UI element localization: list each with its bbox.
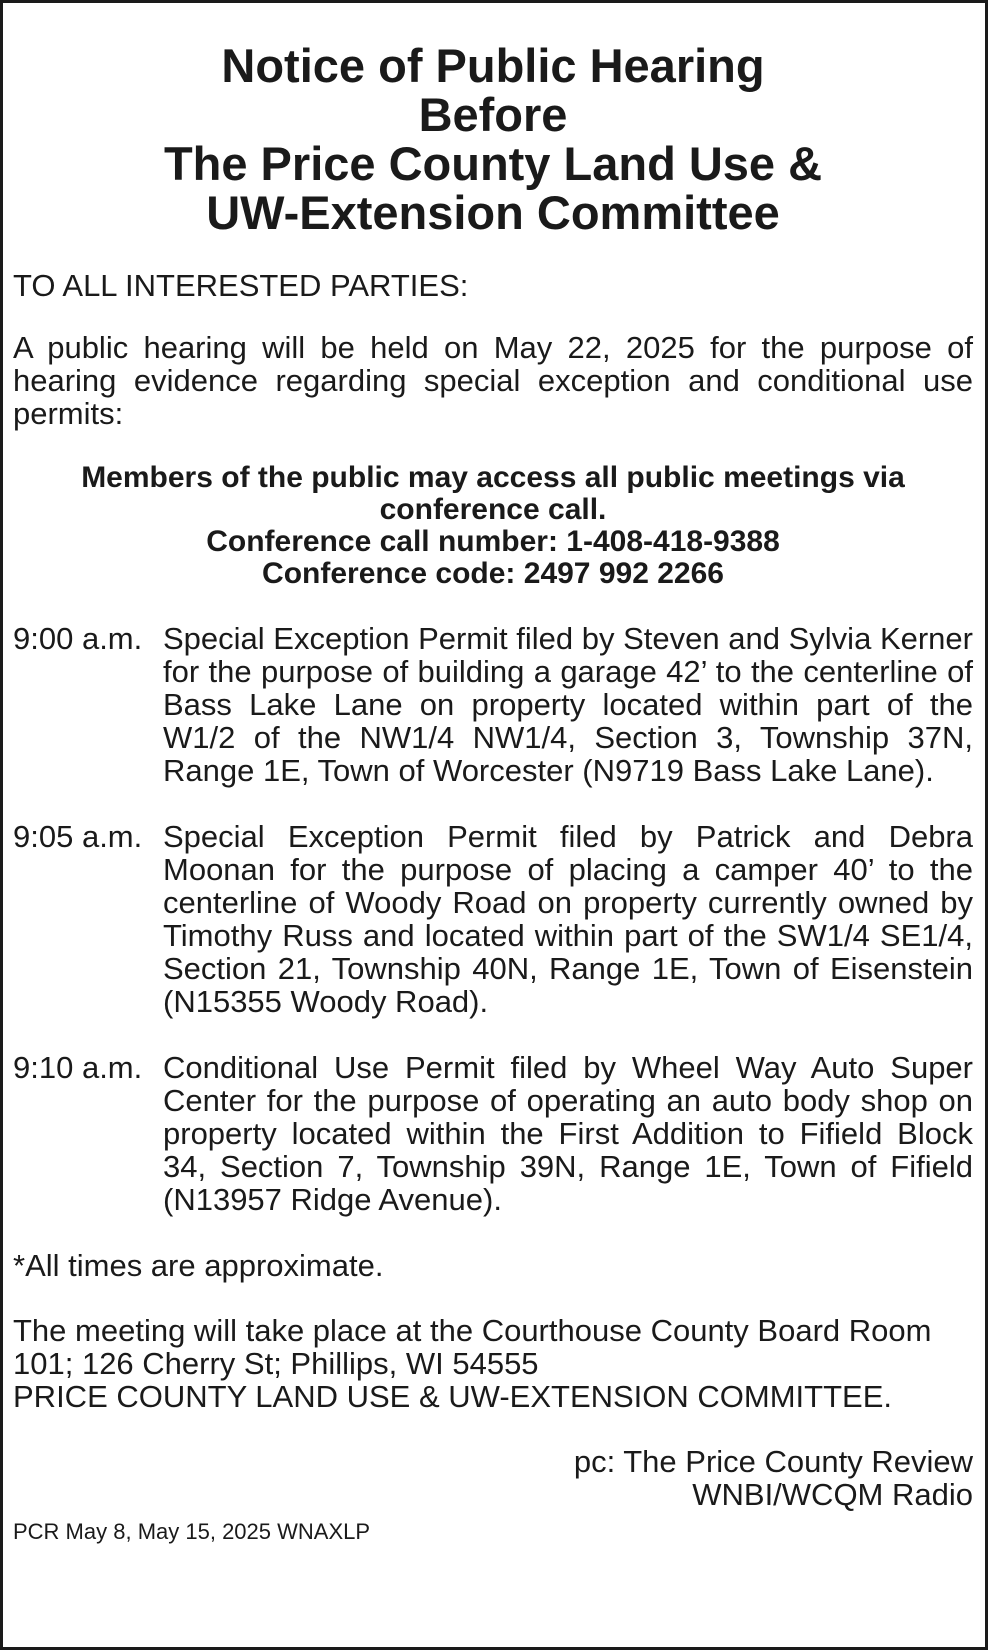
meeting-location bbox=[13, 1314, 973, 1413]
hearing-item bbox=[13, 820, 973, 1018]
hearing-item bbox=[13, 1051, 973, 1216]
intro-paragraph: A public hearing will be held on May 22, 2025 for the purpose of hearing evidence regarding special exception and conditional use permits: bbox=[13, 330, 973, 431]
title-line: UW-Extension Committee bbox=[206, 186, 780, 239]
meeting-line: The meeting will take place at the Courthouse County Board Room bbox=[13, 1313, 932, 1348]
hearing-time: 9:05 a.m. bbox=[13, 819, 143, 854]
hearing-description: Special Exception Permit filed by Steven and Sylvia Kerner for the purpose of building a garage 42’ to the centerline of Bass Lake Lane on property located within part of the W1/2 of the NW1/4 NW1/4, Section 3, Township 37N, Range 1E, Town of Worcester (N9719 Bass Lake Lane). bbox=[163, 621, 973, 788]
publication-footer: PCR May 8, May 15, 2025 WNAXLP bbox=[13, 1519, 371, 1544]
pc-line: pc: The Price County Review bbox=[573, 1444, 973, 1479]
hearing-schedule bbox=[13, 622, 973, 1216]
conference-code: Conference code: 2497 992 2266 bbox=[262, 557, 724, 590]
title-line: Before bbox=[418, 88, 568, 141]
hearing-time: 9:00 a.m. bbox=[13, 621, 143, 656]
title-line: Notice of Public Hearing bbox=[221, 39, 765, 92]
conference-call-info bbox=[13, 462, 973, 590]
hearing-item bbox=[13, 622, 973, 787]
pc-line: WNBI/WCQM Radio bbox=[692, 1477, 973, 1512]
title-line: The Price County Land Use & bbox=[163, 137, 823, 190]
approximate-times-note: *All times are approximate. bbox=[13, 1248, 384, 1283]
salutation: TO ALL INTERESTED PARTIES: bbox=[13, 268, 469, 303]
notice-title bbox=[13, 41, 973, 237]
hearing-description: Conditional Use Permit filed by Wheel Way Auto Super Center for the purpose of operating an auto body shop on property located within the First Addition to Fifield Block 34, Section 7, Township 39N, Range 1E, Town of Fifield (N13957 Ridge Avenue). bbox=[163, 1050, 973, 1217]
conference-number: Conference call number: 1-408-418-9388 bbox=[206, 525, 780, 558]
conference-line: conference call. bbox=[379, 493, 607, 526]
publication-copies bbox=[13, 1445, 973, 1511]
conference-line: Members of the public may access all public meetings via bbox=[81, 461, 905, 494]
committee-name: PRICE COUNTY LAND USE & UW-EXTENSION COMMITTEE. bbox=[13, 1379, 893, 1414]
meeting-address: 101; 126 Cherry St; Phillips, WI 54555 bbox=[13, 1346, 539, 1381]
hearing-description: Special Exception Permit filed by Patrick and Debra Moonan for the purpose of placing a camper 40’ to the centerline of Woody Road on property currently owned by Timothy Russ and located within part of the SW1/4 SE1/4, Section 21, Township 40N, Range 1E, Town of Eisenstein (N15355 Woody Road). bbox=[163, 819, 973, 1019]
hearing-time: 9:10 a.m. bbox=[13, 1050, 143, 1085]
